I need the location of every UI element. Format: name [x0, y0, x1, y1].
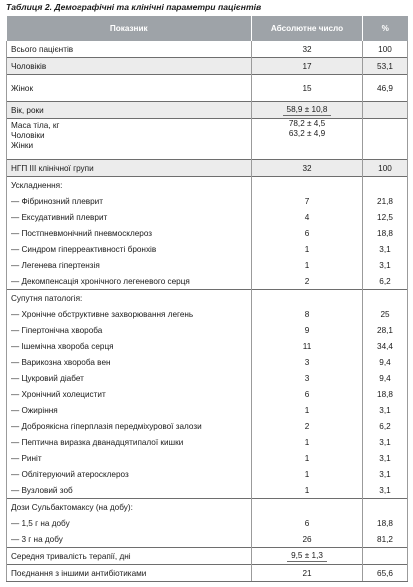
- row-label: — 1,5 г на добу: [7, 515, 252, 531]
- row-percent: 3,1: [363, 257, 408, 273]
- row-value: 3: [252, 354, 363, 370]
- table-row: [7, 370, 408, 386]
- row-label: — Риніт: [7, 450, 252, 466]
- table-caption: Таблиця 2. Демографічні та клінічні параметри пацієнтів: [6, 2, 262, 12]
- row-percent: 3,1: [363, 402, 408, 418]
- row-percent: 81,2: [363, 531, 408, 548]
- section-title: Ускладнення:: [7, 177, 252, 194]
- row-value: 7: [252, 193, 363, 209]
- row-percent: 9,4: [363, 354, 408, 370]
- row-percent: 3,1: [363, 466, 408, 482]
- table-row: [7, 565, 408, 582]
- table-row: [7, 322, 408, 338]
- row-label: — Облітеруючий атеросклероз: [7, 466, 252, 482]
- row-value: 1: [252, 482, 363, 499]
- mass-title: Маса тіла, кг: [11, 121, 60, 130]
- mass-men-value: 78,2 ± 4,5: [288, 119, 326, 128]
- empty-cell: [363, 499, 408, 516]
- row-value: 11: [252, 338, 363, 354]
- table-row: [7, 466, 408, 482]
- table-row-mass: [7, 119, 408, 160]
- row-label: Всього пацієнтів: [7, 41, 252, 58]
- empty-cell: [252, 499, 363, 516]
- table-row: [7, 515, 408, 531]
- row-label: — Вузловий зоб: [7, 482, 252, 499]
- row-value: 2: [252, 418, 363, 434]
- table-row: [7, 241, 408, 257]
- row-percent: 28,1: [363, 322, 408, 338]
- row-label: Жінок: [7, 75, 252, 102]
- row-label: — Фібринозний плеврит: [7, 193, 252, 209]
- table-row: [7, 58, 408, 75]
- row-label: — Ожиріння: [7, 402, 252, 418]
- table-row: [7, 354, 408, 370]
- header-absolute: Абсолютне число: [252, 16, 363, 41]
- row-percent: [363, 102, 408, 119]
- table-row: [7, 75, 408, 102]
- row-label: — Ексудативний плеврит: [7, 209, 252, 225]
- row-percent: 6,2: [363, 418, 408, 434]
- row-percent: 18,8: [363, 225, 408, 241]
- row-value: 1: [252, 450, 363, 466]
- row-percent: 34,4: [363, 338, 408, 354]
- row-label: — Доброякісна гіперплазія передміхурової залози: [7, 418, 252, 434]
- mass-values: [252, 119, 363, 160]
- section-header-doses: [7, 499, 408, 516]
- row-value: 3: [252, 370, 363, 386]
- row-label: — Варикозна хвороба вен: [7, 354, 252, 370]
- row-value: 6: [252, 515, 363, 531]
- row-value: 2: [252, 273, 363, 290]
- section-header-comorbid: [7, 290, 408, 307]
- row-value: 21: [252, 565, 363, 582]
- row-value: 6: [252, 225, 363, 241]
- row-percent: 100: [363, 41, 408, 58]
- row-label: — Легенева гіпертензія: [7, 257, 252, 273]
- row-value: 1: [252, 241, 363, 257]
- row-percent: 21,8: [363, 193, 408, 209]
- section-title: Супутня патологія:: [7, 290, 252, 307]
- row-label: — 3 г на добу: [7, 531, 252, 548]
- table-row: [7, 41, 408, 58]
- row-percent: 18,8: [363, 515, 408, 531]
- header-indicator: Показник: [7, 16, 252, 41]
- row-percent: 65,6: [363, 565, 408, 582]
- row-percent: 3,1: [363, 434, 408, 450]
- row-percent: 3,1: [363, 450, 408, 466]
- table-row: [7, 193, 408, 209]
- row-percent: [363, 119, 408, 160]
- row-value: 17: [252, 58, 363, 75]
- row-percent: 53,1: [363, 58, 408, 75]
- row-value: 8: [252, 306, 363, 322]
- row-label: — Хронічний холецистит: [7, 386, 252, 402]
- row-value: 15: [252, 75, 363, 102]
- row-percent: [363, 548, 408, 565]
- row-label: Чоловіків: [7, 58, 252, 75]
- age-value: 58,9 ± 10,8: [283, 105, 332, 116]
- section-header-complications: [7, 177, 408, 194]
- row-percent: 46,9: [363, 75, 408, 102]
- row-value: 32: [252, 41, 363, 58]
- row-label: Середня тривалість терапії, дні: [7, 548, 252, 565]
- row-value: 26: [252, 531, 363, 548]
- table-header-row: [7, 16, 408, 41]
- empty-cell: [252, 177, 363, 194]
- mass-label: [7, 119, 252, 160]
- row-percent: 25: [363, 306, 408, 322]
- row-label: — Синдром гіперреактивності бронхів: [7, 241, 252, 257]
- table-row: [7, 102, 408, 119]
- empty-cell: [363, 177, 408, 194]
- row-percent: 3,1: [363, 241, 408, 257]
- section-title: Дози Сульбактомаксу (на добу):: [7, 499, 252, 516]
- table-row: [7, 548, 408, 565]
- row-label: — Пептична виразка дванадцятипалої кишки: [7, 434, 252, 450]
- table-row: [7, 257, 408, 273]
- row-value: [252, 548, 363, 565]
- header-percent: %: [363, 16, 408, 41]
- row-value: 1: [252, 402, 363, 418]
- row-label: — Декомпенсація хронічного легеневого серця: [7, 273, 252, 290]
- mass-women-label: Жінки: [11, 141, 34, 150]
- row-percent: 3,1: [363, 482, 408, 499]
- row-label: — Гіпертонічна хвороба: [7, 322, 252, 338]
- row-label: — Ішемічна хвороба серця: [7, 338, 252, 354]
- row-percent: 18,8: [363, 386, 408, 402]
- table-row: [7, 225, 408, 241]
- mass-women-value: 63,2 ± 4,9: [288, 129, 326, 138]
- table-row: [7, 531, 408, 548]
- table-row: [7, 209, 408, 225]
- empty-cell: [252, 290, 363, 307]
- row-label: — Хронічне обструктивне захворювання легень: [7, 306, 252, 322]
- row-percent: 100: [363, 160, 408, 177]
- row-value: 6: [252, 386, 363, 402]
- patient-parameters-table: [6, 16, 408, 582]
- table-row: [7, 482, 408, 499]
- mass-men-label: Чоловіки: [11, 131, 45, 140]
- table-row: [7, 434, 408, 450]
- row-value: 32: [252, 160, 363, 177]
- table-row: [7, 386, 408, 402]
- table-row: [7, 273, 408, 290]
- row-percent: 9,4: [363, 370, 408, 386]
- therapy-duration-value: 9,5 ± 1,3: [287, 551, 327, 562]
- row-label: — Цукровий діабет: [7, 370, 252, 386]
- table-row: [7, 338, 408, 354]
- table-row: [7, 306, 408, 322]
- row-value: 4: [252, 209, 363, 225]
- row-percent: 6,2: [363, 273, 408, 290]
- row-percent: 12,5: [363, 209, 408, 225]
- row-label: НГП ІІІ клінічної групи: [7, 160, 252, 177]
- table-row: [7, 418, 408, 434]
- table-row: [7, 160, 408, 177]
- row-label: — Постпневмонічний пневмосклероз: [7, 225, 252, 241]
- row-value: 1: [252, 434, 363, 450]
- row-value: 9: [252, 322, 363, 338]
- table-row: [7, 450, 408, 466]
- row-label: Вік, роки: [7, 102, 252, 119]
- row-value: 1: [252, 257, 363, 273]
- row-label: Поєднання з іншими антибіотиками: [7, 565, 252, 582]
- table-row: [7, 402, 408, 418]
- row-value: [252, 102, 363, 119]
- empty-cell: [363, 290, 408, 307]
- row-value: 1: [252, 466, 363, 482]
